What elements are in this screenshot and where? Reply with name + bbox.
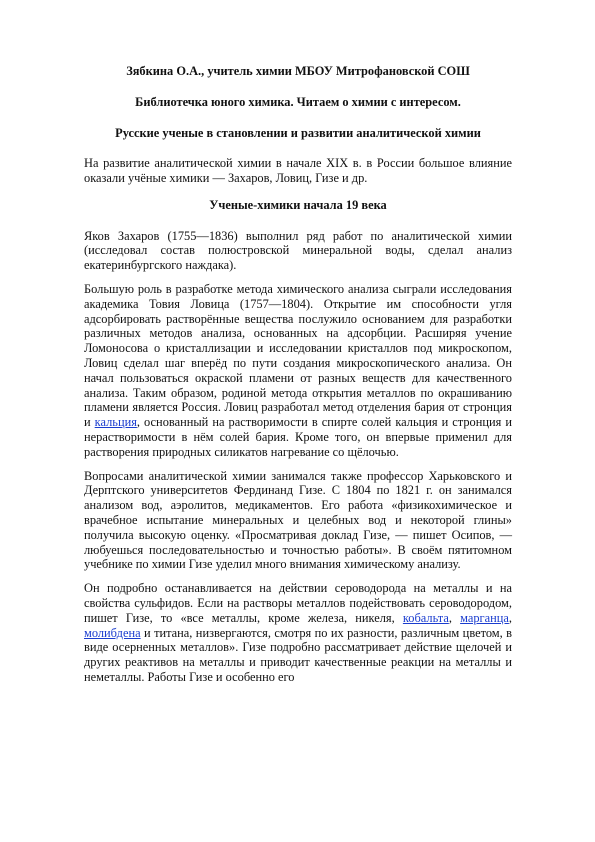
paragraph-text: Большую роль в разработке метода химического анализа сыграли исследования академика Товия Ловица (1757—1804). Открытие им способности угля адсорбировать растворённые вещества послужило основанием для разработки различных методов анализа, основанных на адсорбции. Расширяя учение Ломоносова о кристаллизации и исследовании кристаллов под микроскопом, Ловиц сделал шаг вперёд по пути создания микроскопического анализа. Он начал пользоваться окраской пламени от разных веществ для качественного анализа. Таким образом, родиной метода открытия металлов по окрашиванию пламени является Россия. Ловиц разработал метод отделения бария от стронция и: [84, 281, 512, 430]
section-heading: Ученые-химики начала 19 века: [209, 197, 387, 212]
paragraph-text: и титана, низвергаются, смотря по их разности, различным цветом, в виде осерненных металлов». Гизе подробно рассматривает действие щелочей и других реактивов на металлы и приводит качественные реакции на металлы и неметаллы. Работы Гизе и особенно его: [84, 625, 512, 684]
article-title: Русские ученые в становлении и развитии аналитической химии: [115, 126, 481, 140]
paragraph-zakharov: Яков Захаров (1755—1836) выполнил ряд работ по аналитической химии (исследовал состав полюстровской минеральной воды, сделал анализ екатеринбургского наждака).: [84, 228, 512, 273]
separator: ,: [508, 610, 512, 625]
separator: ,: [448, 610, 461, 625]
intro-paragraph: На развитие аналитической химии в начале XIX в. в России большое влияние оказали учёные химики — Захаров, Ловиц, Гизе и др.: [84, 156, 512, 185]
paragraph-text: Он подробно останавливается на действии сероводорода на металлы и на свойства сульфидов. Если на растворы металлов подействовать сероводородом, пишет Гизе, то «все металлы, кроме железа, никеля,: [84, 581, 512, 625]
link-manganese[interactable]: марганца: [460, 610, 509, 625]
paragraph-text: , основанный на растворимости в спирте солей кальция и стронция и нерастворимости в нём солей бария. Кроме того, он впервые применил для растворения природных силикатов нагревание со щёлочью.: [84, 415, 512, 459]
link-molybdenum[interactable]: молибдена: [84, 625, 141, 640]
paragraph-lovits: [84, 282, 512, 460]
paragraph-gize: Вопросами аналитической химии занимался также профессор Харьковского и Дерптского университетов Фердинанд Гизе. С 1804 по 1821 г. он занимался анализом вод, аэролитов, медикаментов. Его работа «физикохимическое и врачебное испытание минеральных и целебных вод и некоторой глины» получила высокую оценку. «Просматривая доклад Гизе, — пишет Осипов, — любуешься последовательностью и точностью работы». В своём пятитомном учебнике по химии Гизе уделил много внимания химическому анализу.: [84, 468, 512, 572]
link-calcium[interactable]: кальция: [94, 415, 137, 430]
author-line: Зябкина О.А., учитель химии МБОУ Митрофановской СОШ: [126, 64, 470, 78]
paragraph-hydrogen-sulfide: [84, 581, 512, 685]
link-cobalt[interactable]: кобальта: [402, 610, 449, 625]
document-body: [84, 64, 512, 694]
series-title: Библиотечка юного химика. Читаем о химии с интересом.: [135, 95, 461, 109]
